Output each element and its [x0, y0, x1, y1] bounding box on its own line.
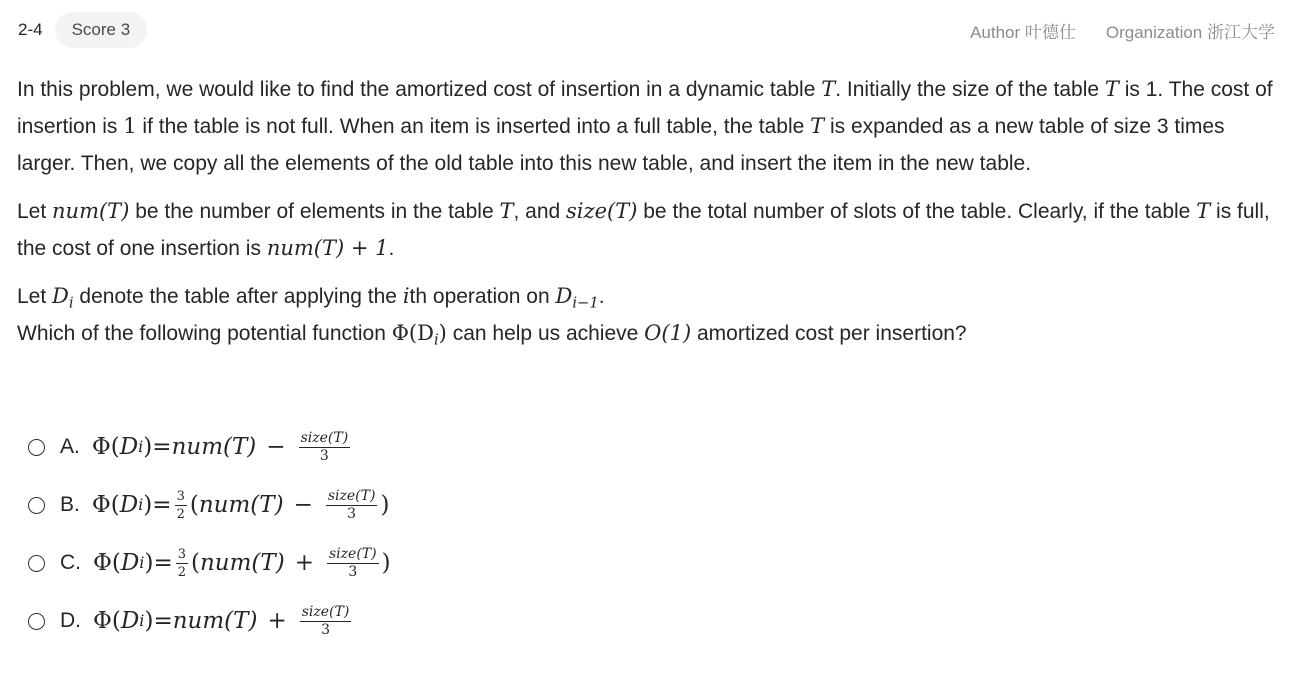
radio-button[interactable] [28, 497, 45, 514]
coefficient-fraction: $\frac{3}{2}$ [176, 488, 185, 522]
radio-button[interactable] [28, 439, 45, 456]
option-formula: Φ( D i ) = num(T) + $\frac{\text{size(T)}}{3}$ [93, 603, 350, 638]
answer-options [28, 418, 391, 650]
fraction: $\frac{\text{size(T)}}{3}$ [300, 429, 349, 464]
problem-paragraph-3: Let $D_i$ denote the table after applying the ith operation on $D_{i-1}$. Which of the following potential function $\Phi(D_i)$ can help us achieve O(1) amortized cost per insertion? [17, 284, 967, 349]
problem-paragraph-2: Let num(T) be the number of elements in the table T, and size(T) be the total number of slots of the table. Clearly, if the table T is full, the cost of one insertion is num(T) + 1. [17, 199, 1270, 260]
question-number: 2-4 [18, 20, 43, 39]
organization-label: Organization 浙江大学 [1105, 22, 1275, 42]
fraction: $\frac{\text{size(T)}}{3}$ [301, 603, 350, 638]
option-formula: Φ( D i ) = $\frac{3}{2}$ ( num(T) + $\frac{\text{size(T)}}{3}$ ) [93, 545, 391, 580]
option-formula: Φ( D i ) = num(T) − $\frac{\text{size(T)}}{3}$ [91, 429, 349, 464]
option-letter: C. [60, 551, 81, 574]
radio-button[interactable] [28, 555, 45, 572]
fraction: $\frac{\text{size(T)}}{3}$ [327, 487, 376, 522]
score-badge: Score 3 [55, 12, 148, 48]
problem-statement [17, 71, 1279, 352]
option-letter: A. [60, 435, 80, 458]
author-label: Author 叶德仕 [970, 22, 1076, 42]
problem-paragraph-1: In this problem, we would like to find the amortized cost of insertion in a dynamic table T. Initially the size of the table T is 1. The cost of insertion is 1 if the table is not full. When an item is inserted into a full table, the table T is expanded as a new table of size 3 times larger. Then, we copy all the elements of the old table into this new table, and insert the item in the new table. [17, 77, 1273, 175]
option-c[interactable] [28, 534, 391, 592]
question-meta [970, 18, 1275, 43]
radio-button[interactable] [28, 613, 45, 630]
question-header [18, 12, 1275, 48]
option-formula: Φ( D i ) = $\frac{3}{2}$ ( num(T) − $\frac{\text{size(T)}}{3}$ ) [91, 487, 390, 522]
option-b[interactable] [28, 476, 391, 534]
option-letter: B. [60, 493, 80, 516]
coefficient-fraction: $\frac{3}{2}$ [177, 546, 186, 580]
option-d[interactable] [28, 592, 391, 650]
option-letter: D. [60, 609, 81, 632]
option-a[interactable] [28, 418, 391, 476]
fraction: $\frac{\text{size(T)}}{3}$ [329, 545, 377, 580]
